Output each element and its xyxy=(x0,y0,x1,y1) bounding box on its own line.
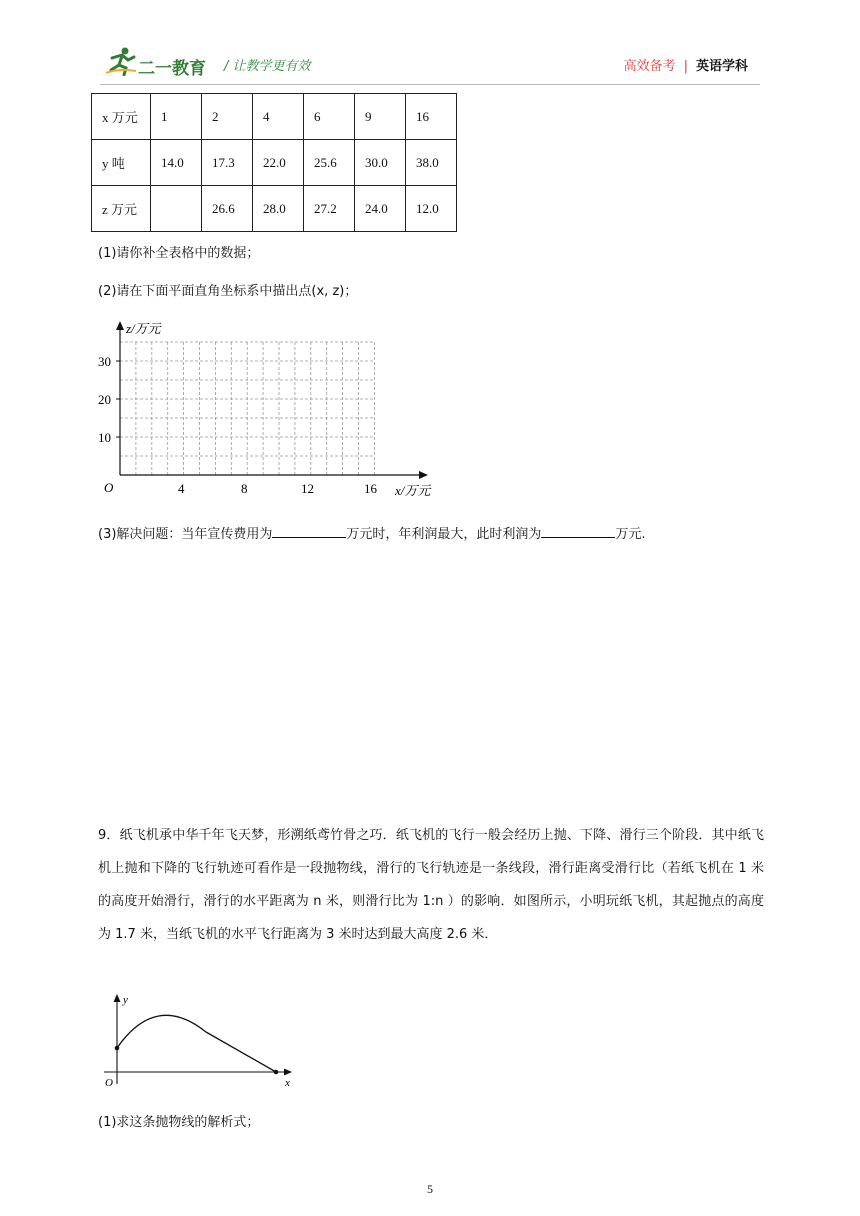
header-tagline: 高效备考 xyxy=(623,59,676,74)
table-cell: 2 xyxy=(202,94,253,140)
table-cell-blank xyxy=(151,186,202,232)
table-cell: 12.0 xyxy=(406,186,457,232)
answer-blank-1[interactable] xyxy=(272,525,346,538)
x-tick-label: 16 xyxy=(364,481,377,496)
x-tick-label: 12 xyxy=(301,481,314,496)
row-header-x: x 万元 xyxy=(92,94,151,140)
y-axis-arrow-icon xyxy=(114,994,121,1002)
row-header-y: y 吨 xyxy=(92,140,151,186)
header-subject-name: 英语学科 xyxy=(695,59,748,74)
table-cell: 25.6 xyxy=(304,140,355,186)
header-separator: | xyxy=(683,59,688,74)
page-number: 5 xyxy=(427,1182,433,1196)
launch-point xyxy=(115,1046,120,1051)
x-axis-label: x xyxy=(285,1077,290,1089)
question-3-part2: 万元时，年利润最大，此时利润为 xyxy=(346,527,542,542)
table-cell: 14.0 xyxy=(151,140,202,186)
grid-lines xyxy=(116,342,374,475)
table-cell: 6 xyxy=(304,94,355,140)
question-2: (2)请在下面平面直角坐标系中描出点(x, z)； xyxy=(98,284,358,299)
question-3 xyxy=(98,523,646,542)
y-tick-label: 20 xyxy=(98,392,111,407)
runner-logo-icon xyxy=(104,46,138,76)
y-tick-label: 10 xyxy=(98,430,111,445)
x-axis-label: x/万元 xyxy=(395,483,431,498)
table-row xyxy=(92,140,457,186)
y-tick-label: 30 xyxy=(98,354,111,369)
y-axis-label: y xyxy=(123,994,128,1006)
table-cell: 27.2 xyxy=(304,186,355,232)
page-header xyxy=(0,0,860,86)
table-row xyxy=(92,94,457,140)
x-axis-arrow-icon xyxy=(419,471,428,479)
data-table xyxy=(91,93,457,232)
question-9-1: (1)求这条抛物线的解析式； xyxy=(98,1115,260,1130)
table-cell: 1 xyxy=(151,94,202,140)
landing-point xyxy=(274,1070,279,1075)
table-cell: 38.0 xyxy=(406,140,457,186)
logo-slogan: / 让教学更有效 xyxy=(224,59,311,74)
table-row xyxy=(92,186,457,232)
x-tick-label: 4 xyxy=(178,481,185,496)
origin-label: O xyxy=(105,1077,113,1089)
header-subject xyxy=(624,55,748,74)
table-cell: 17.3 xyxy=(202,140,253,186)
question-3-part3: 万元. xyxy=(615,527,646,542)
table-cell: 16 xyxy=(406,94,457,140)
table-cell: 24.0 xyxy=(355,186,406,232)
table-cell: 26.6 xyxy=(202,186,253,232)
question-1: (1)请你补全表格中的数据； xyxy=(98,246,260,261)
problem-9-text: 9．纸飞机承中华千年飞天梦，形溯纸鸢竹骨之巧．纸飞机的飞行一般会经历上抛、下降、滑行三个阶段．其中纸飞机上抛和下降的飞行轨迹可看作是一段抛物线，滑行的飞行轨迹是一条线段，滑行距离受滑行比（若纸飞机在 1 米的高度开始滑行，滑行的水平距离为 n 米，则滑行比为 1:n ）的影响．如图所示，小明玩纸飞机，其起抛点的高度为 1.7 米，当纸飞机的水平飞行距离为 3 米时达到最大高度 2.6 米． xyxy=(98,828,764,942)
x-tick-label: 8 xyxy=(241,481,248,496)
table-cell: 4 xyxy=(253,94,304,140)
y-axis-arrow-icon xyxy=(116,321,124,330)
glide-segment xyxy=(206,1032,276,1072)
question-3-part1: (3)解决问题：当年宣传费用为 xyxy=(98,527,273,542)
y-axis-label: z/万元 xyxy=(126,321,161,336)
parabola-curve xyxy=(117,1015,206,1048)
table-cell: 22.0 xyxy=(253,140,304,186)
row-header-z: z 万元 xyxy=(92,186,151,232)
flight-path-graph xyxy=(96,990,306,1090)
coordinate-grid xyxy=(94,312,454,502)
origin-label: O xyxy=(104,480,114,495)
header-divider xyxy=(100,84,760,85)
logo-text: 二一教育 xyxy=(138,59,206,79)
answer-blank-2[interactable] xyxy=(541,525,615,538)
table-cell: 28.0 xyxy=(253,186,304,232)
table-cell: 9 xyxy=(355,94,406,140)
x-axis-arrow-icon xyxy=(284,1069,292,1076)
table-cell: 30.0 xyxy=(355,140,406,186)
